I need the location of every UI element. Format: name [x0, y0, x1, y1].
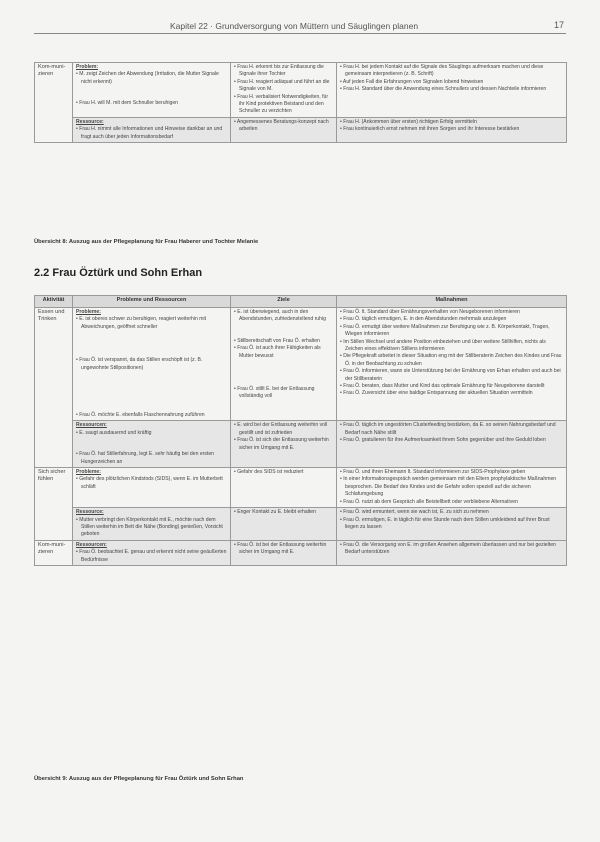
- activity-cell: Essen und Trinken: [35, 308, 73, 468]
- measure-item: • Frau Ö. wird ermuntert, wenn sie wach ist, E. zu sich zu nehmen: [340, 509, 563, 516]
- problem-item: • Frau Ö. ist verspannt, da das Stillen erschöpft ist (z. B. ungewohnte Stillpositionen): [76, 357, 227, 372]
- measure-item: • Frau Ö. täglich ermutigen, E. in den Abendstunden mehrmals anzulegen: [340, 316, 563, 323]
- measure-item: • Frau Ö. und ihren Ehemann lt. Standard informieren zur SIDS-Prophylaxe geben: [340, 469, 563, 476]
- care-plan-table-haberer: [34, 62, 567, 143]
- table-row: [35, 508, 567, 541]
- header-rule: [34, 33, 566, 34]
- resource-item: • Mutter verbringt den Körperkontakt mit E., möchte nach dem Stillen weiterhin im Bett die Nähe (Bonding) genießen, Vorsicht geboten: [76, 517, 227, 539]
- goal-item: • Gefahr des SIDS ist reduziert: [234, 469, 333, 476]
- problem-label: Problem:: [76, 64, 99, 70]
- measure-item: • Frau Ö. täglich im ungestörten Clusterfeeding bestärken, da E. so seinen Nahrungsbedarf und Bedarf nach Nähe stillt: [340, 422, 563, 437]
- measure-item: • Frau H. (Ankommen über ersten) richtigen Erfolg vermitteln: [340, 119, 563, 126]
- spacer: [76, 372, 227, 398]
- measure-item: • Im Stillen Wechsel und andere Position einbeziehen und über weitere Stillhilfen, nichts als Zeichen eines effektiven Stillens informieren: [340, 339, 563, 354]
- spacer: [76, 331, 227, 357]
- section-title: 2.2 Frau Öztürk und Sohn Erhan: [34, 267, 203, 279]
- resource-goals-cell: [231, 540, 337, 565]
- goal-item: • Frau Ö. ist sich der Entlassung weiterhin sicher im Umgang mit E.: [234, 437, 333, 452]
- goals-cell: [231, 63, 337, 118]
- resource-item: • Frau Ö. hat Stillerfahrung, legt E. sehr häufig bei den ersten Hungerzeichen an: [76, 451, 227, 466]
- resource-goals-cell: [231, 421, 337, 468]
- resources-cell: [73, 508, 231, 541]
- measure-item: • Frau H. Standard über die Anwendung eines Schnullers und dessen Nachteile informieren: [340, 86, 563, 93]
- spacer: [76, 86, 227, 100]
- goal-item: • E. wird bei der Entlassung weiterhin voll gestillt und ist zufrieden: [234, 422, 333, 437]
- resources-cell: [73, 117, 231, 142]
- problems-cell: [73, 468, 231, 508]
- spacer: [76, 437, 227, 451]
- resources-cell: [73, 421, 231, 468]
- resource-goals-cell: [231, 117, 337, 142]
- problem-item: • Frau Ö. möchte E. ebenfalls Flaschennahrung zuführen: [76, 412, 227, 419]
- column-header: Aktivität: [35, 296, 73, 308]
- resource-label: Ressource:: [76, 118, 104, 125]
- resource-item: • E. saugt ausdauernd und kräftig: [76, 430, 227, 437]
- problem-item: • Frau H. will M. mit dem Schnuller beruhigen: [76, 100, 227, 107]
- goal-item: • Frau H. erkennt bis zur Entlassung die Signale ihrer Tochter: [234, 64, 333, 79]
- resource-item: • Frau H. nimmt alle Informationen und Hinweise dankbar an und fragt auch über jeden Informationsbedarf: [76, 126, 227, 141]
- problem-item: • Gefahr des plötzlichen Kindstods (SIDS), wenn E. im Mutterbett schläft: [76, 476, 227, 491]
- goal-item: • Stillbereitschaft von Frau Ö. erhalten: [234, 338, 333, 345]
- activity-cell: Sich sicher fühlen: [35, 468, 73, 541]
- table-caption: Übersicht 9: Auszug aus der Pflegeplanung für Frau Öztürk und Sohn Erhan: [34, 776, 244, 782]
- spacer: [76, 398, 227, 412]
- care-plan-table-oeztuerk: [34, 295, 567, 566]
- page-number: 17: [553, 20, 564, 30]
- table-row: [35, 308, 567, 421]
- goal-item: • Enger Kontakt zu E. bleibt erhalten: [234, 509, 333, 516]
- measure-item: • Frau Ö. die Versorgung von E. im großen Ansehen allgemein überlassen und nur bei gezielten Bedarf unterstützen: [340, 542, 563, 557]
- resources-cell: [73, 540, 231, 565]
- column-header: Ziele: [231, 296, 337, 308]
- table-row: [35, 421, 567, 468]
- spacer: [234, 324, 333, 338]
- measure-item: • Frau Ö. nutzt ab dem Gespräch alle Beistellbett oder verbliebene Alternativen: [340, 499, 563, 506]
- table-row: [35, 540, 567, 565]
- resource-measures-cell: [337, 421, 567, 468]
- measures-cell: [337, 468, 567, 508]
- measure-item: • Frau kontinuierlich ernst nehmen mit ihren Sorgen und ihr Interesse bestärken: [340, 126, 563, 133]
- measure-item: • Frau Ö. ermutigt über weitere Maßnahmen zur Beruhigung wie z. B. Körperkontakt, Tragen, Wiegen informieren: [340, 324, 563, 339]
- measure-item: • Auf jeden Fall die Erfahrungen von Signalen lobend hinweisen: [340, 79, 563, 86]
- measure-item: • In einer Informationsgespräch werden gemeinsam mit den Eltern prophylaktische Maßnahmen besprochen. Die Bedarf des Kindes und die Gefahr sollen speziell auf die sicheren Schlafumgebung: [340, 476, 563, 498]
- resource-measures-cell: [337, 508, 567, 541]
- problems-cell: [73, 308, 231, 421]
- problem-label: Probleme:: [76, 309, 101, 315]
- goal-item: • Angemessenes Beratungs-konzept nach arbeiten: [234, 119, 333, 134]
- measure-item: • Frau Ö. gratulieren für ihre Aufmerksamkeit ihrem Sohn gegenüber und ihre Geduld loben: [340, 437, 563, 444]
- measure-item: • Die Pflegekraft arbeitet in dieser Situation eng mit der Stillberaterin Zeichen des Kindes und Frau Ö. in der Beobachtung zu schulen: [340, 353, 563, 368]
- goal-item: • Frau Ö. ist auch ihrer Fähigkeiten als Mutter bewusst: [234, 345, 333, 360]
- table-row: [35, 63, 567, 118]
- resource-goals-cell: [231, 508, 337, 541]
- measures-cell: [337, 308, 567, 421]
- column-header: Maßnahmen: [337, 296, 567, 308]
- table-header-row: [35, 296, 567, 308]
- goals-cell: [231, 308, 337, 421]
- resource-label: Ressourcen:: [76, 541, 107, 548]
- column-header: Probleme und Ressourcen: [73, 296, 231, 308]
- resource-measures-cell: [337, 117, 567, 142]
- table-caption: Übersicht 8: Auszug aus der Pflegeplanung für Frau Haberer und Tochter Melanie: [34, 239, 259, 245]
- measures-cell: [337, 63, 567, 118]
- goal-item: • Frau Ö. ist bei der Entlassung weiterhin sicher im Umgang mit E.: [234, 542, 333, 557]
- measure-item: • Frau Ö. informieren, wann sie Unterstützung bei der Ernährung von Erhan erhalten und auch bei der Stillberaterin: [340, 368, 563, 383]
- activity-cell: Kom-muni-zieren: [35, 63, 73, 143]
- problem-item: • M. zeigt Zeichen der Abwendung (Irritation, die Mutter Signale nicht erkennt): [76, 71, 227, 86]
- measure-item: • Frau Ö. ermutigen, E. in täglich für eine Stunde nach dem Stillen umkleidend auf ihrer Brust liegen zu lassen: [340, 517, 563, 532]
- goal-item: • Frau H. verbalisiert Notwendigkeiten, für ihr Kind protektiven Beistand und den Schnuller zu verzichten: [234, 94, 333, 116]
- problem-item: • E. ist oberes schwer zu beruhigen, reagiert weiterhin mit Abweichungen, geöffnet schneller: [76, 316, 227, 331]
- problems-cell: [73, 63, 231, 118]
- resource-label: Ressource:: [76, 509, 104, 516]
- measure-item: • Frau Ö. Zuversicht über eine baldige Entspannung der aktuellen Situation vermitteln: [340, 390, 563, 397]
- measure-item: • Frau H. bei jedem Kontakt auf die Signale des Säuglings aufmerksam machen und diese gemeinsam interpretieren (z. B. Schrift): [340, 64, 563, 79]
- running-header: [0, 18, 600, 34]
- spacer: [234, 360, 333, 386]
- table-row: [35, 117, 567, 142]
- goals-cell: [231, 468, 337, 508]
- resource-item: • Frau Ö. beobachtet E. genau und erkennt nicht seine geäußerten Bedürfnisse: [76, 549, 227, 564]
- goal-item: • E. ist überwiegend, auch in den Abendstunden, zufriedenstellend ruhig: [234, 309, 333, 324]
- goal-item: • Frau Ö. stillt E. bei der Entlassung vollständig voll: [234, 386, 333, 401]
- resource-label: Ressourcen:: [76, 422, 107, 429]
- resource-measures-cell: [337, 540, 567, 565]
- measure-item: • Frau Ö. beraten, dass Mutter und Kind das optimale Ernährung für Neugeborene darstellt: [340, 383, 563, 390]
- chapter-title: Kapitel 22 · Grundversorgung von Müttern und Säuglingen planen: [170, 21, 419, 31]
- goal-item: • Frau H. reagiert adäquat und führt an die Signale von M.: [234, 79, 333, 94]
- activity-cell: Kom-muni-zieren: [35, 540, 73, 565]
- problem-label: Probleme:: [76, 469, 101, 476]
- measure-item: • Frau Ö. lt. Standard über Ernährungsverhalten von Neugeborenen informieren: [340, 309, 563, 316]
- table-row: [35, 468, 567, 508]
